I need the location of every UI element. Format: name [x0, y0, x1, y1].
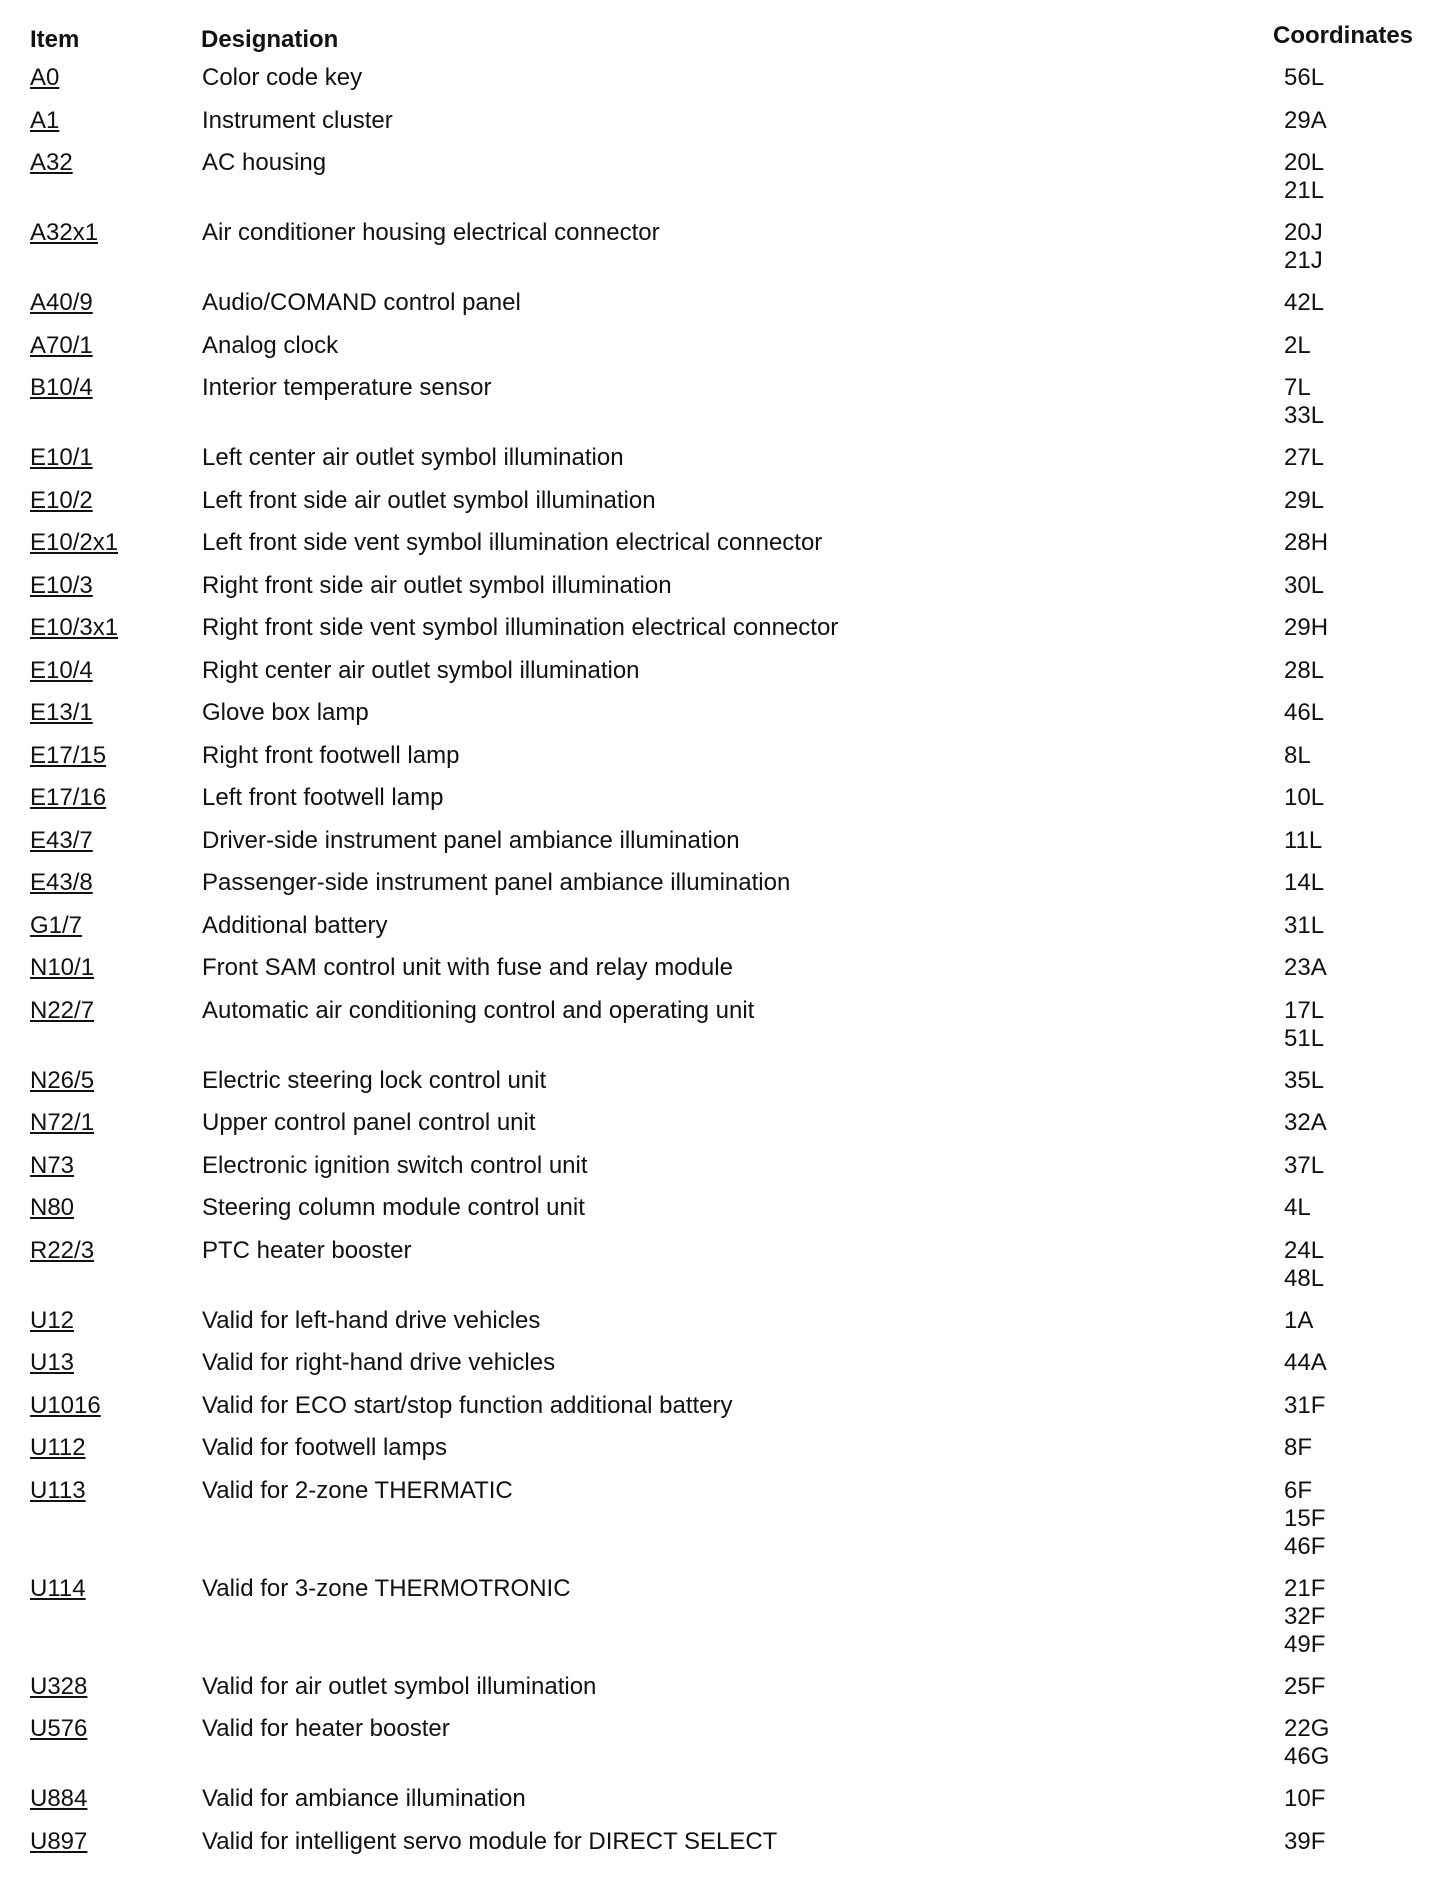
- coordinate-value: 2L: [1284, 331, 1311, 359]
- coordinates-cell: [1284, 444, 1324, 472]
- coordinate-value: 48L: [1284, 1264, 1325, 1292]
- coordinate-value: 28H: [1284, 529, 1329, 556]
- item-link[interactable]: A70/1: [30, 331, 93, 359]
- table-row: [0, 1575, 1456, 1673]
- designation-text: Left front side vent symbol illumination electrical connector: [202, 529, 823, 556]
- table-row: [0, 1109, 1456, 1152]
- item-link[interactable]: U576: [30, 1715, 88, 1742]
- coordinate-value: 49F: [1284, 1630, 1326, 1658]
- coordinate-value: 32A: [1284, 1109, 1327, 1136]
- coordinates-cell: [1284, 107, 1327, 135]
- coordinate-value: 6F: [1284, 1476, 1313, 1504]
- table-row: [0, 614, 1456, 657]
- table-row: [0, 1785, 1456, 1828]
- coordinates-cell: [1284, 1152, 1324, 1180]
- designation-text: Left front side air outlet symbol illumination: [202, 486, 656, 514]
- coordinates-cell: [1284, 997, 1324, 1053]
- table-row: [0, 487, 1456, 530]
- item-link[interactable]: N72/1: [30, 1109, 95, 1136]
- item-link[interactable]: E10/3x1: [30, 614, 119, 641]
- table-row: [0, 1477, 1456, 1575]
- item-link[interactable]: N10/1: [30, 954, 95, 981]
- coordinate-value: 8L: [1284, 741, 1311, 769]
- item-link[interactable]: A32x1: [30, 219, 99, 246]
- coordinates-cell: [1284, 614, 1328, 642]
- designation-text: Valid for air outlet symbol illumination: [202, 1672, 597, 1700]
- coordinate-value: 51L: [1284, 1024, 1325, 1052]
- item-link[interactable]: U897: [30, 1827, 88, 1855]
- table-row: [0, 444, 1456, 487]
- designation-text: Left front footwell lamp: [202, 784, 444, 811]
- designation-text: Valid for 3-zone THERMOTRONIC: [202, 1574, 571, 1602]
- coordinate-value: 21L: [1284, 177, 1325, 204]
- table-row: [0, 1673, 1456, 1716]
- coordinates-cell: [1284, 1109, 1327, 1137]
- coordinates-cell: [1284, 1067, 1324, 1095]
- item-link[interactable]: U112: [30, 1434, 86, 1461]
- coordinate-value: 46F: [1284, 1532, 1326, 1560]
- coordinate-value: 33L: [1284, 402, 1325, 429]
- designation-text: Front SAM control unit with fuse and relay module: [202, 954, 733, 981]
- item-link[interactable]: E10/2x1: [30, 529, 119, 556]
- designation-text: Instrument cluster: [202, 106, 393, 134]
- coordinate-value: 4L: [1284, 1194, 1311, 1221]
- designation-text: AC housing: [202, 149, 327, 176]
- coordinate-value: 20L: [1284, 149, 1325, 176]
- item-link[interactable]: E13/1: [30, 699, 93, 726]
- designation-text: Left center air outlet symbol illumination: [202, 444, 624, 471]
- coordinate-value: 20J: [1284, 219, 1323, 246]
- coordinates-cell: [1284, 1194, 1311, 1222]
- table-row: [0, 1392, 1456, 1435]
- table-row: [0, 64, 1456, 107]
- item-link[interactable]: E10/2: [30, 486, 93, 514]
- designation-text: Valid for intelligent servo module for DIRECT SELECT: [202, 1827, 778, 1855]
- designation-text: Driver-side instrument panel ambiance illumination: [202, 826, 740, 854]
- table-row: [0, 1237, 1456, 1307]
- coordinate-value: 24L: [1284, 1236, 1325, 1264]
- designation-text: Valid for ambiance illumination: [202, 1785, 526, 1812]
- coordinates-cell: [1284, 1785, 1325, 1813]
- table-row: [0, 1307, 1456, 1350]
- column-header-item: Item: [30, 26, 80, 53]
- coordinate-value: 25F: [1284, 1672, 1326, 1700]
- designation-text: Interior temperature sensor: [202, 374, 492, 401]
- coordinates-cell: [1284, 1673, 1325, 1701]
- coordinates-cell: [1284, 572, 1324, 600]
- coordinates-cell: [1284, 742, 1311, 770]
- designation-text: Electronic ignition switch control unit: [202, 1151, 588, 1179]
- designation-text: Valid for ECO start/stop function additional battery: [202, 1391, 733, 1419]
- designation-text: Valid for heater booster: [202, 1715, 450, 1742]
- coordinates-cell: [1284, 1575, 1325, 1659]
- coordinate-value: 17L: [1284, 996, 1325, 1024]
- designation-text: PTC heater booster: [202, 1236, 412, 1264]
- item-link[interactable]: N80: [30, 1194, 75, 1221]
- table-header: [0, 22, 1456, 52]
- table-row: [0, 827, 1456, 870]
- item-link[interactable]: U884: [30, 1785, 88, 1812]
- coordinate-value: 29L: [1284, 486, 1325, 514]
- coordinate-value: 39F: [1284, 1827, 1326, 1855]
- coordinate-value: 1A: [1284, 1306, 1314, 1334]
- table-body: [0, 64, 1456, 1870]
- designation-text: Upper control panel control unit: [202, 1109, 536, 1136]
- column-header-designation: Designation: [201, 26, 339, 53]
- coordinate-value: 10L: [1284, 784, 1325, 811]
- coordinate-value: 22G: [1284, 1715, 1330, 1742]
- coordinate-value: 32F: [1284, 1602, 1326, 1630]
- coordinates-cell: [1284, 149, 1324, 205]
- coordinate-value: 27L: [1284, 444, 1325, 471]
- designation-text: Right front side vent symbol illumination electrical connector: [202, 614, 839, 641]
- item-link[interactable]: U1016: [30, 1391, 101, 1419]
- coordinates-cell: [1284, 954, 1327, 982]
- coordinates-cell: [1284, 332, 1311, 360]
- table-row: [0, 784, 1456, 827]
- coordinate-value: 7L: [1284, 374, 1311, 401]
- table-row: [0, 1434, 1456, 1477]
- table-row: [0, 954, 1456, 997]
- column-header-coordinates: Coordinates: [1273, 22, 1414, 49]
- coordinates-cell: [1284, 1392, 1325, 1420]
- table-row: [0, 289, 1456, 332]
- item-link[interactable]: E10/4: [30, 656, 93, 684]
- item-link[interactable]: E43/7: [30, 826, 93, 854]
- table-row: [0, 997, 1456, 1067]
- coordinates-cell: [1284, 1477, 1325, 1561]
- coordinates-cell: [1284, 219, 1323, 275]
- designation-text: Passenger-side instrument panel ambiance illumination: [202, 869, 791, 896]
- coordinates-cell: [1284, 869, 1324, 897]
- coordinates-cell: [1284, 529, 1328, 557]
- item-link[interactable]: A0: [30, 64, 60, 91]
- coordinate-value: 21J: [1284, 247, 1323, 274]
- table-row: [0, 1194, 1456, 1237]
- item-link[interactable]: N22/7: [30, 996, 95, 1024]
- table-row: [0, 572, 1456, 615]
- coordinate-value: 8F: [1284, 1434, 1313, 1461]
- designation-text: Right front footwell lamp: [202, 741, 460, 769]
- item-link[interactable]: N73: [30, 1151, 75, 1179]
- designation-text: Valid for left-hand drive vehicles: [202, 1306, 541, 1334]
- item-link[interactable]: E17/16: [30, 784, 107, 811]
- coordinates-cell: [1284, 1715, 1329, 1771]
- item-link[interactable]: A32: [30, 149, 73, 176]
- coordinate-value: 42L: [1284, 289, 1325, 316]
- coordinate-value: 14L: [1284, 869, 1325, 896]
- designation-text: Color code key: [202, 64, 363, 91]
- coordinate-value: 29H: [1284, 614, 1329, 641]
- coordinate-value: 44A: [1284, 1349, 1327, 1376]
- coordinates-cell: [1284, 912, 1324, 940]
- designation-text: Audio/COMAND control panel: [202, 289, 521, 316]
- coordinate-value: 56L: [1284, 64, 1325, 91]
- designation-text: Right front side air outlet symbol illumination: [202, 571, 672, 599]
- coordinates-cell: [1284, 487, 1324, 515]
- item-link[interactable]: R22/3: [30, 1236, 95, 1264]
- coordinates-cell: [1284, 784, 1324, 812]
- table-row: [0, 529, 1456, 572]
- coordinates-cell: [1284, 1828, 1325, 1856]
- coordinate-value: 29A: [1284, 106, 1327, 134]
- designation-text: Right center air outlet symbol illumination: [202, 656, 640, 684]
- designation-text: Valid for footwell lamps: [202, 1434, 447, 1461]
- designation-text: Automatic air conditioning control and operating unit: [202, 996, 755, 1024]
- designation-text: Additional battery: [202, 911, 388, 939]
- coordinate-value: 31F: [1284, 1391, 1326, 1419]
- item-link[interactable]: E10/1: [30, 444, 93, 471]
- coordinate-value: 31L: [1284, 911, 1325, 939]
- coordinates-cell: [1284, 657, 1324, 685]
- coordinate-value: 21F: [1284, 1574, 1326, 1602]
- coordinates-cell: [1284, 1349, 1327, 1377]
- item-link[interactable]: U114: [30, 1574, 86, 1602]
- coordinate-value: 23A: [1284, 954, 1327, 981]
- item-link[interactable]: G1/7: [30, 911, 83, 939]
- table-row: [0, 149, 1456, 219]
- designation-text: Analog clock: [202, 331, 339, 359]
- table-row: [0, 657, 1456, 700]
- coordinate-value: 11L: [1284, 826, 1323, 854]
- designation-text: Air conditioner housing electrical connector: [202, 219, 660, 246]
- item-link[interactable]: U13: [30, 1349, 75, 1376]
- coordinate-value: 15F: [1284, 1504, 1326, 1532]
- coordinates-cell: [1284, 64, 1324, 92]
- table-row: [0, 332, 1456, 375]
- item-link[interactable]: N26/5: [30, 1066, 95, 1094]
- table-row: [0, 219, 1456, 289]
- coordinate-value: 46G: [1284, 1743, 1330, 1770]
- coordinates-cell: [1284, 1237, 1324, 1293]
- item-link[interactable]: U328: [30, 1672, 88, 1700]
- designation-text: Valid for right-hand drive vehicles: [202, 1349, 556, 1376]
- table-row: [0, 1349, 1456, 1392]
- item-link[interactable]: U113: [30, 1476, 86, 1504]
- coordinate-value: 30L: [1284, 571, 1325, 599]
- coordinates-cell: [1284, 374, 1324, 430]
- table-row: [0, 1715, 1456, 1785]
- designation-text: Glove box lamp: [202, 699, 369, 726]
- coordinates-cell: [1284, 289, 1324, 317]
- table-row: [0, 1828, 1456, 1871]
- coordinate-value: 35L: [1284, 1066, 1325, 1094]
- coordinate-value: 46L: [1284, 699, 1325, 726]
- table-row: [0, 699, 1456, 742]
- table-row: [0, 374, 1456, 444]
- designation-text: Steering column module control unit: [202, 1194, 585, 1221]
- coordinates-cell: [1284, 1307, 1313, 1335]
- item-link[interactable]: A40/9: [30, 289, 93, 316]
- coordinate-value: 10F: [1284, 1785, 1326, 1812]
- table-row: [0, 107, 1456, 150]
- coordinates-cell: [1284, 1434, 1312, 1462]
- coordinates-cell: [1284, 827, 1322, 855]
- designation-text: Electric steering lock control unit: [202, 1066, 547, 1094]
- item-link[interactable]: B10/4: [30, 374, 93, 401]
- item-link[interactable]: U12: [30, 1306, 75, 1334]
- table-row: [0, 1067, 1456, 1110]
- table-row: [0, 869, 1456, 912]
- item-link[interactable]: E10/3: [30, 571, 93, 599]
- coordinate-value: 28L: [1284, 656, 1325, 684]
- coordinates-cell: [1284, 699, 1324, 727]
- table-row: [0, 912, 1456, 955]
- item-link[interactable]: E17/15: [30, 741, 107, 769]
- designation-text: Valid for 2-zone THERMATIC: [202, 1476, 513, 1504]
- item-link[interactable]: E43/8: [30, 869, 93, 896]
- table-row: [0, 1152, 1456, 1195]
- table-row: [0, 742, 1456, 785]
- coordinate-value: 37L: [1284, 1151, 1325, 1179]
- item-link[interactable]: A1: [30, 106, 60, 134]
